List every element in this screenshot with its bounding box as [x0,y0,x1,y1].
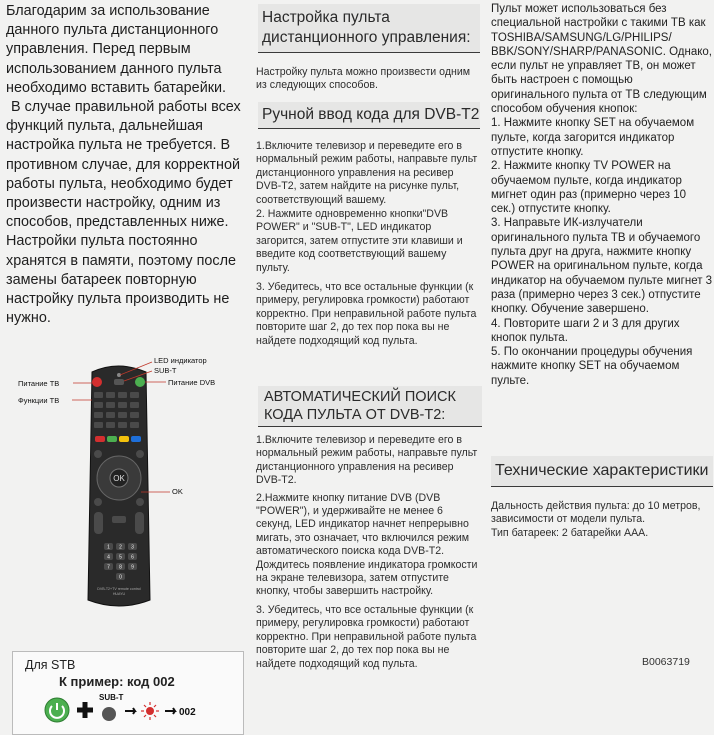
plus-icon [77,702,93,718]
subt-label: SUB-T [154,366,177,375]
auto-steps [256,434,478,671]
auto-heading-line2: КОДА ПУЛЬТА ОТ DVB-T2: [264,407,446,423]
subt-button-icon [102,707,116,721]
key-6: 6 [131,554,134,561]
key-8: 8 [119,564,122,571]
manual-step-1: 1.Включите телевизор и переведите его в нормальный режим работы, направьте пульт дистанционного управления на ресивер DVB-T2, затем найдите на рисунке пульт, соответствующий вашему. [256,140,478,206]
learning-step-1: 1. Нажмите кнопку SET на обучаемом пульте, когда загорится индикатор отпустите кнопку. [491,117,695,158]
setup-intro-text: Настройку пульта можно произвести одним из следующих способов. [256,66,471,92]
tv-power-label: Питание ТВ [18,379,60,388]
yellow-key [119,436,129,442]
specs-heading [491,456,713,487]
specs-range: Дальность действия пульта: до 10 метров, зависимости от модели пульта. [491,500,701,526]
code-id: B0063719 [642,656,690,668]
stb-example-box [12,651,244,735]
dvb-power-label: Питание DVB [168,378,216,387]
tv-functions-label: Функции ТВ [18,396,60,405]
setup-intro [256,66,476,93]
key-2: 2 [119,544,122,551]
auto-step-1: 1.Включите телевизор и переведите его в нормальный режим работы, направьте пульт дистанционного управления на ресивер DVB-T2. [256,434,478,487]
learning-step-4: 4. Повторите шаги 2 и 3 для других кнопок пульта. [491,317,680,344]
key-4: 4 [107,554,110,561]
intro-paragraph-1: Благодарим за использование данного пульта дистанционного управления. Перед первым использованием данного пульта необходимо вставить батарейки. [6,3,227,96]
key-3: 3 [131,544,134,551]
stb-sequence-diagram [13,690,243,730]
subt-caption: SUB-T [99,693,124,702]
subt-key [114,379,124,385]
setup-heading [258,4,480,53]
tv-power-key [92,377,102,387]
remote-illustration [0,350,248,650]
setup-heading-line1: Настройка пульта [262,9,390,26]
auto-step-3: 3. Убедитесь, что все остальные функции (к примеру, регулировка громкости) работают корректно. При неправильной работе пульта повторите шаг 2, до тех пор пока вы не найдете подходящий код пульта. [256,603,477,670]
learning-step-2: 2. Нажмите кнопку TV POWER на обучаемом пульте, когда индикатор мигнет один раз (примерно через 10 сек.) отпустите кнопку. [491,160,687,216]
learning-step-5: 5. По окончании процедуры обучения нажмите кнопку SET на обучаемом пульте. [491,346,693,387]
specs-heading-text: Технические характеристики [495,462,709,479]
manual-heading [258,102,480,129]
arrow-icon-2 [165,708,175,714]
mute-key [112,516,126,523]
ok-label: OK [172,487,183,496]
auto-step-2: 2.Нажмите кнопку питание DVB (DVB "POWER"), и удерживайте не менее 6 секунд, LED индикатор начнет непрерывно мигать, это означает, что включился режим автоматического поиска кода DVB-T2. Дождитесь появление индикатора громкости на экране телевизора, затем отпустите кнопку, чтобы завершить настройку. [256,491,478,598]
remote-brand-label: HUAYU [112,592,126,596]
intro-paragraph-3: Настройки пульта постоянно хранятся в памяти, поэтому после замены батареек повторную настройку пульта производить не нужно. [6,233,237,327]
key-0: 0 [119,574,122,581]
manual-heading-text: Ручной ввод кода для DVB-T2 [262,106,480,123]
led-flash-icon [141,702,159,720]
setup-heading-line2: дистанционного управления: [262,29,471,46]
key-1: 1 [107,544,110,551]
manual-step-3: 3. Убедитесь, что все остальные функции (к примеру, регулировка громкости) работают корректно. При неправильной работе пульта повторите шаг 2, до тех пор пока вы не найдете подходящий код пульта. [256,281,477,347]
dvb-power-key [135,377,145,387]
learning-step-3: 3. Направьте ИК-излучатели оригинального пульта ТВ и обучаемого пульта друг на друга, нажмите кнопку POWER на оригинальном пульте, когда индикатор на обучаемом пульте мигнет 3 раза (примерно через 3 сек.) отпустите кнопку. Обучение завершено. [491,217,713,316]
key-9: 9 [131,564,134,571]
led-indicator-label: LED индикатор [154,356,207,365]
stb-title: Для STB [25,658,76,672]
remote-control-image [0,350,248,650]
manual-steps [256,140,478,348]
specs-battery: Тип батареек: 2 батарейки ААА. [491,526,649,539]
remote-model-label: DVB-T2+TV remote control [97,587,141,591]
stb-code: 002 [179,707,196,718]
intro-text [6,2,246,328]
key-5: 5 [119,554,122,561]
specs-body [491,500,713,540]
stb-example: К пример: код 002 [59,674,175,689]
learning-intro: Пульт может использоваться без специальной настройки с такими ТВ как TOSHIBA/SAMSUNG/LG/PHILIPS/ BBK/SONY/SHARP/PANASONIC. Однако, если пульт не управляет ТВ, он может быть настроен с помощью оригинального пульта от ТВ следующим способом обучения кнопок: [491,3,712,116]
ok-key-label: OK [113,474,125,483]
auto-heading-line1: АВТОМАТИЧЕСКИЙ ПОИСК [264,389,456,405]
green-key [107,436,117,442]
blue-key [131,436,141,442]
right-column [486,0,714,730]
learning-section [491,2,713,388]
left-column [0,0,248,730]
channel-rocker [135,512,144,534]
auto-heading [258,386,482,427]
intro-paragraph-2: В случае правильной работы всех функций пульта, дальнейшая настройка пульта не требуется. В противном случае, для корректной работы пульта, необходимо будет произвести настройку, одним из способов, представленных ниже. [6,99,241,231]
volume-rocker [94,512,103,534]
manual-step-2: 2. Нажмите одновременно кнопки"DVB POWER" и "SUB-T", LED индикатор загорится, затем отпустите эти клавиши и введите код соответствующий вашему пульту. [256,208,463,274]
middle-column [250,0,482,730]
arrow-icon [125,708,135,714]
key-7: 7 [107,564,110,571]
red-key [95,436,105,442]
